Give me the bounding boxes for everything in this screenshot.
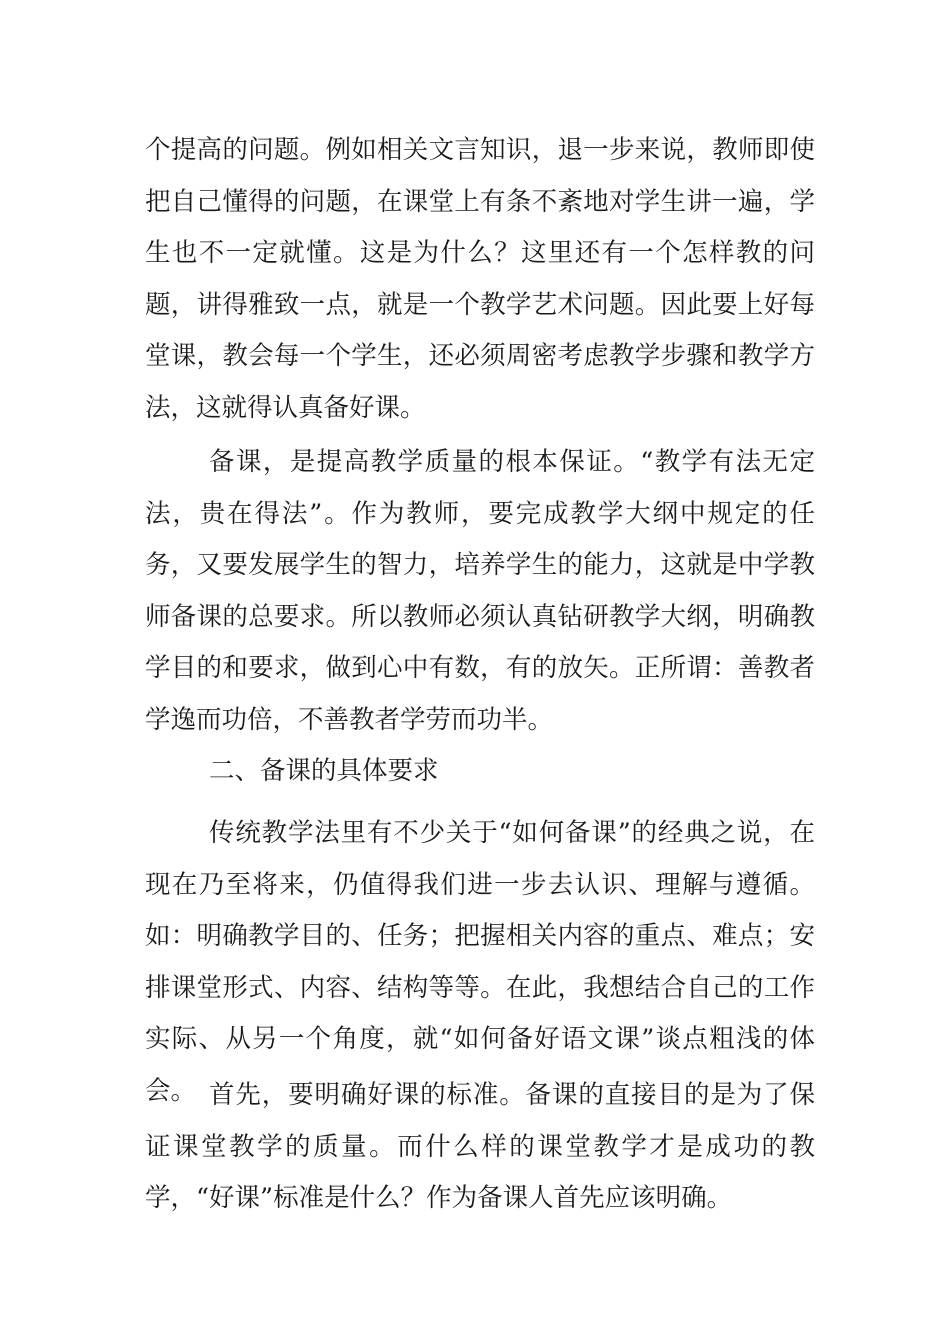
paragraph-continued: 个提高的问题。例如相关文言知识，退一步来说，教师即使把自己懂得的问题，在课堂上有条不紊地对学生讲一遍，学生也不一定就懂。这是为什么？这里还有一个怎样教的问题，讲得雅致一点，就是一个教学艺术问题。因此要上好每堂课，教会每一个学生，还必须周密考虑教学步骤和教学方法，这就得认真备好课。 — [145, 135, 815, 423]
paragraph-traditional-methods: 传统教学法里有不少关于“如何备课”的经典之说，在现在乃至将来，仍值得我们进一步去认识、理解与遵循。如：明确教学目的、任务；把握相关内容的重点、难点；安排课堂形式、内容、结构等等。在此，我想结合自己的工作实际、从另一个角度，就“如何备好语文课”谈点粗浅的体会。 — [145, 818, 815, 1106]
paragraph-good-lesson-standard: 首先，要明确好课的标准。备课的直接目的是为了保证课堂教学的质量。而什么样的课堂教学才是成功的教学，“好课”标准是什么？作为备课人首先应该明确。 — [145, 1080, 815, 1213]
paragraph-lesson-prep-importance: 备课，是提高教学质量的根本保证。“教学有法无定法，贵在得法”。作为教师，要完成教学大纲中规定的任务，又要发展学生的智力，培养学生的能力，这就是中学教师备课的总要求。所以教师必须认真钻研教学大纲，明确教学目的和要求，做到心中有数，有的放矢。正所谓：善教者学逸而功倍，不善教者学劳而功半。 — [145, 447, 815, 735]
section-heading: 二、备课的具体要求 — [209, 756, 439, 786]
